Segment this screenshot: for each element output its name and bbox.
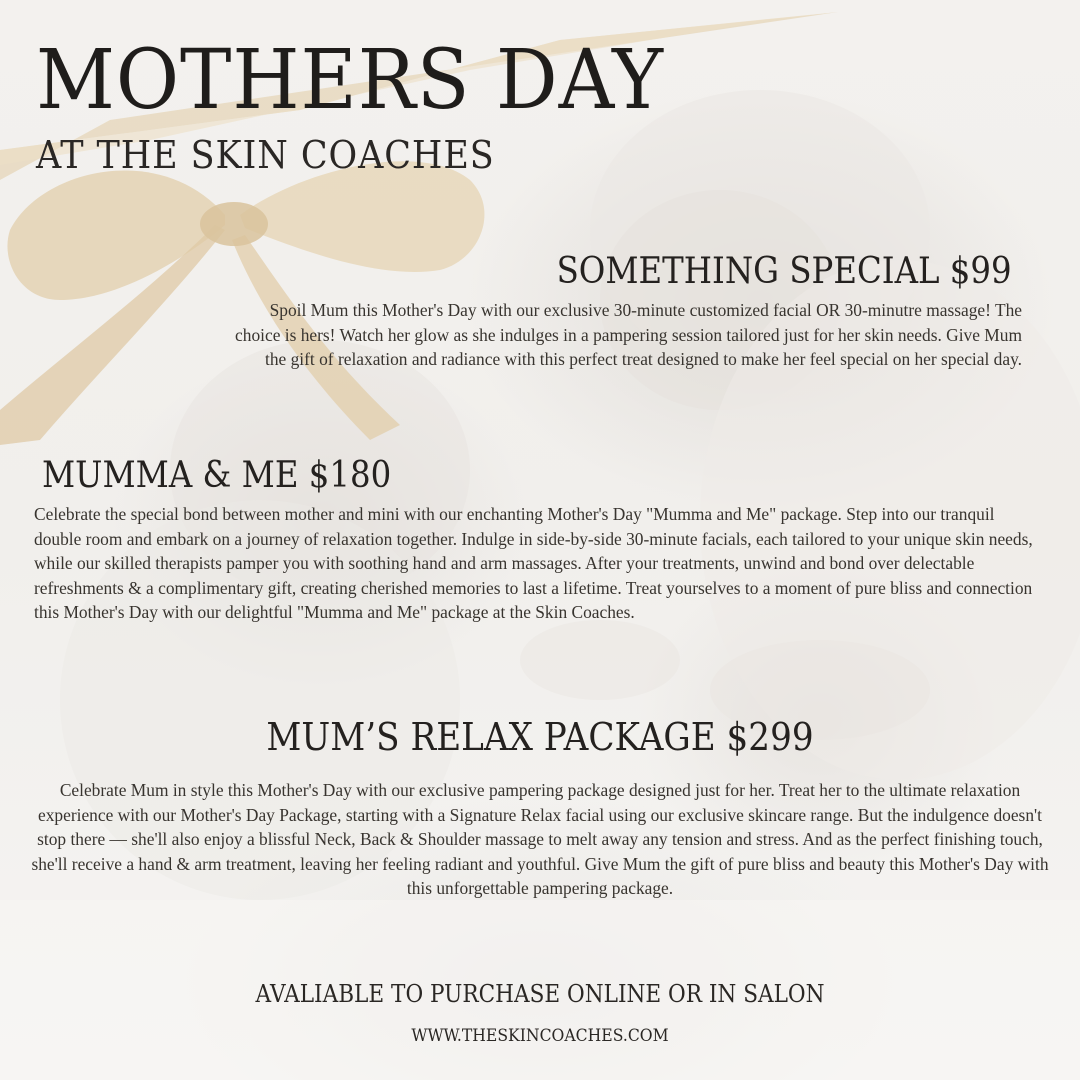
website-link[interactable]: WWW.THESKINCOACHES.COM [411, 1026, 669, 1046]
offer-description-relax-package: Celebrate Mum in style this Mother's Day with our exclusive pampering package designed just for her. Treat her to the ultimate relaxation experience with our Mother's Day Package, starting with a Signature Relax facial using our exclusive skincare range. But the indulgence doesn't stop there — she'll also enjoy a blissful Neck, Back & Shoulder massage to melt away any tension and stress. And as the perfect finishing touch, she'll receive a hand & arm treatment, leaving her feeling radiant and youthful. Give Mum the gift of pure bliss and beauty this Mother's Day with this unforgettable pampering package. [31, 780, 1049, 898]
page-subtitle: AT THE SKIN COACHES [36, 133, 495, 177]
offer-description-mumma-and-me: Celebrate the special bond between mother and mini with our enchanting Mother's Day "Mumma and Me" package. Step into our tranquil double room and embark on a journey of relaxation together. Indulge in side-by-side 30-minute facials, each tailored to your unique skin needs, while our skilled therapists pamper you with soothing hand and arm massages. After your treatments, unwind and bond over delectable refreshments & a complimentary gift, creating cherished memories to last a lifetime. Treat yourselves to a moment of pure bliss and connection this Mother's Day with our delightful "Mumma and Me" package at the Skin Coaches. [34, 504, 1033, 622]
purchase-availability-text: AVALIABLE TO PURCHASE ONLINE OR IN SALON [255, 980, 825, 1008]
offer-heading-relax-package: MUM’S RELAX PACKAGE $299 [266, 715, 814, 759]
offer-heading-something-special: SOMETHING SPECIAL $99 [556, 251, 1012, 292]
offer-heading-mumma-and-me: MUMMA & ME $180 [42, 455, 392, 496]
page-title: MOTHERS DAY [36, 33, 664, 128]
offer-description-something-special: Spoil Mum this Mother's Day with our exclusive 30-minute customized facial OR 30-minutre massage! The choice is hers! Watch her glow as she indulges in a pampering session tailored just for her skin needs. Give Mum the gift of relaxation and radiance with this perfect treat designed to make her feel special on her special day. [235, 300, 1022, 369]
